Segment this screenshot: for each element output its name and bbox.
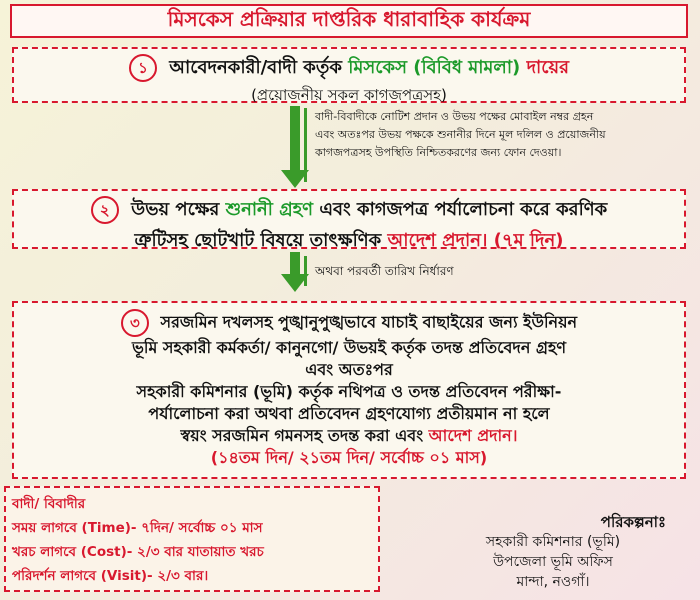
step-3-line-6: স্বয়ং সরজমিন গমনসহ তদন্ত করা এবং [180, 426, 424, 445]
step-3-box [12, 301, 686, 479]
planner-line-2: উপজেলা ভূমি অফিস [493, 554, 613, 570]
step-3-number: ৩ [121, 309, 149, 337]
step-2-a: উভয় পক্ষের [131, 199, 220, 220]
step-3-days: (১৪তম দিন/ ২১তম দিন/ সর্বোচ্চ ০১ মাস) [210, 448, 488, 467]
summary-visit: পরিদর্শন লাগবে (Visit)- ২/৩ বার। [12, 568, 209, 584]
step-1-sub: (প্রয়োজনীয় সকল কাগজপত্রসহ) [251, 86, 447, 104]
step-2-day: (৭ম দিন) [493, 230, 564, 251]
planner-block [408, 512, 698, 598]
step-2-d: ত্রুটিসহ ছোটখাট বিষয়ে তাৎক্ষণিক [134, 230, 382, 251]
note-1-line-2: এবং অতঃপর উভয় পক্ষকে শুনানীর দিনে মূল দলিল ও প্রয়োজনীয় [315, 128, 606, 141]
step-3-line-5: পর্যালোচনা করা অথবা প্রতিবেদন গ্রহণযোগ্য প্রতীয়মান না হলে [148, 404, 550, 423]
page-title: মিসকেস প্রক্রিয়ার দাপ্তরিক ধারাবাহিক কার্যক্রম [10, 4, 688, 38]
step-1-box [12, 47, 686, 103]
summary-heading: বাদী/ বিবাদীর [12, 496, 86, 512]
note-reschedule: অথবা পরবর্তী তারিখ নির্ধারণ [304, 256, 554, 286]
step-3-line-3: এবং অতঃপর [305, 360, 393, 379]
summary-cost: খরচ লাগবে (Cost)- ২/৩ বার যাতায়াত খরচ [12, 544, 264, 560]
planner-title: পরিকল্পনাঃ [600, 513, 666, 531]
step-1-number: ১ [129, 54, 157, 82]
note-1-line-1: বাদী-বিবাদীকে নোটিশ প্রদান ও উভয় পক্ষের মোবাইল নম্বর গ্রহন [315, 110, 594, 123]
summary-time: সময় লাগবে (Time)- ৭দিন/ সর্বোচ্চ ০১ মাস [12, 520, 263, 536]
step-2-number: ২ [91, 196, 119, 224]
step-1-text-a: আবেদনকারী/বাদী কর্তৃক [169, 57, 342, 78]
step-1-highlight: মিসকেস (বিবিধ মামলা) [348, 57, 521, 78]
step-3-line-4: সহকারী কমিশনার (ভূমি) কর্তৃক নথিপত্র ও তদন্ত প্রতিবেদন পরীক্ষা- [136, 382, 562, 401]
note-notice [304, 108, 688, 182]
planner-line-1: সহকারী কমিশনার (ভূমি) [485, 534, 621, 550]
step-2-box [12, 189, 686, 249]
step-3-line-2: ভূমি সহকারী কর্মকর্তা/ কানুনগো/ উভয়ই কর্তৃক তদন্ত প্রতিবেদন গ্রহণ [131, 338, 567, 357]
step-3-line-1: সরজমিন দখলসহ পুঙ্খানুপুঙ্খভাবে যাচাই বাছাইয়ের জন্য ইউনিয়ন [160, 312, 578, 332]
step-1-text-c: দায়ের [526, 57, 569, 78]
planner-line-3: মান্দা, নওগাঁ। [516, 574, 590, 590]
summary-box [4, 486, 380, 592]
step-2-highlight: শুনানী গ্রহণ [225, 199, 314, 220]
step-2-order: আদেশ প্রদান। [387, 230, 488, 251]
step-3-order: আদেশ প্রদান। [428, 426, 518, 445]
step-2-c: এবং কাগজপত্র পর্যালোচনা করে করণিক [319, 199, 608, 220]
note-1-line-3: কাগজপত্রসহ উপস্থিতি নিশ্চিতকরণের জন্য ফোন দেওয়া। [315, 146, 562, 159]
